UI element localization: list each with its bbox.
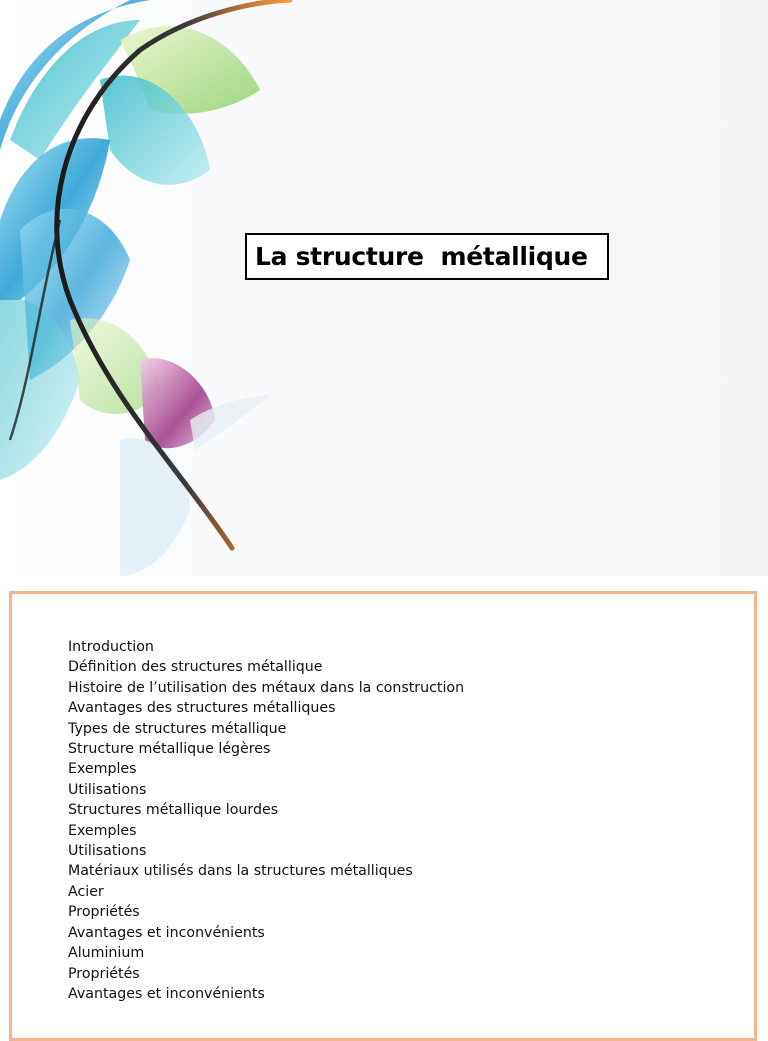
feather-illustration [0, 0, 330, 576]
list-item: Utilisations [68, 843, 147, 860]
list-item: Propriétés [68, 965, 140, 982]
list-item: Introduction [68, 639, 154, 655]
list-item: Définition des structures métallique [68, 659, 323, 676]
list-item: Exemples [68, 761, 137, 778]
list-item: Exemples [68, 822, 137, 839]
slide-separator [0, 576, 768, 590]
list-item: Histoire de l’utilisation des métaux dans la construction [68, 679, 465, 696]
list-item: Acier [68, 883, 104, 900]
slide-title: La structure métallique [255, 242, 588, 271]
list-item: Avantages des structures métalliques [68, 700, 336, 717]
table-of-contents-slide [9, 591, 757, 1041]
title-box [245, 233, 609, 280]
list-item: Avantages et inconvénients [68, 924, 265, 941]
list-item: Propriétés [68, 904, 140, 921]
list-item: Types de structures métallique [68, 720, 287, 737]
list-item: Structures métallique lourdes [68, 802, 279, 819]
list-item: Structure métallique légères [68, 741, 271, 758]
list-item: Matériaux utilisés dans la structures métalliques [68, 863, 413, 880]
list-item: Avantages et inconvénients [68, 985, 265, 1002]
list-item: Aluminium [68, 945, 145, 962]
list-item: Utilisations [68, 781, 147, 798]
toc-list [68, 637, 464, 1004]
